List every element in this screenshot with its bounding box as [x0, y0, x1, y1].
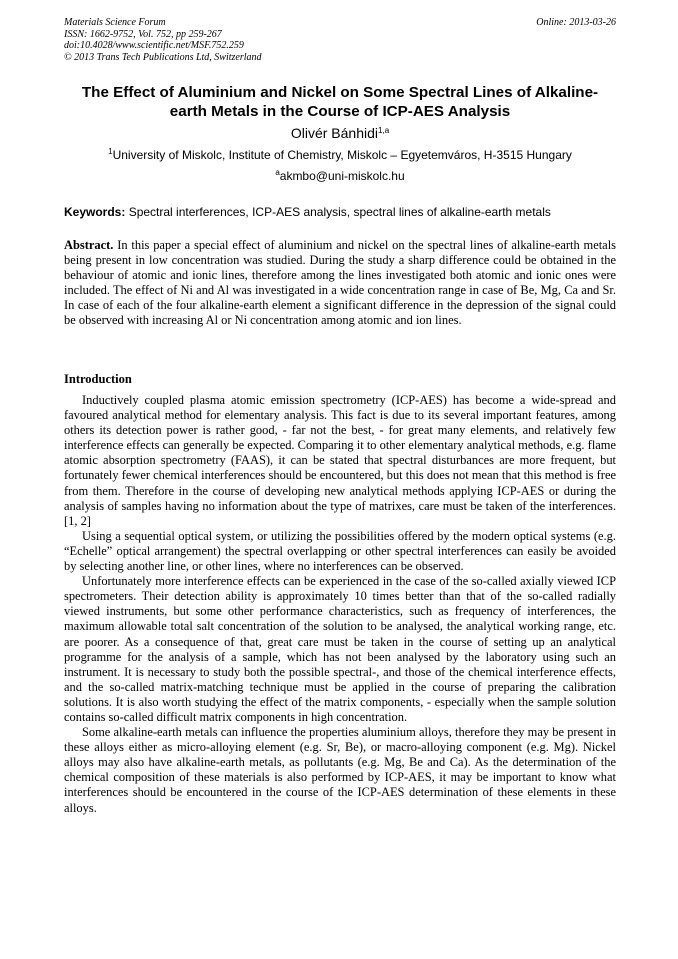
paper-title: The Effect of Aluminium and Nickel on Some Spectral Lines of Alkaline-earth Metals in the Course of ICP-AES Analysis	[81, 84, 599, 120]
author-superscript: 1,a	[378, 126, 390, 135]
intro-paragraph: Unfortunately more interference effects can be experienced in the case of the so-called axially viewed ICP spectrometers. Their detection ability is approximately 10 times better than that of the so-called radially viewed instruments, but some other performance characteristics, such as frequency of interferences, the maximum allowable total salt concentration of the solution to be analysed, the analytical working range, etc. are poorer. As a consequence of that, great care must be taken in the course of setting up an analytical programme for the analysis of a sample, which has not been analysed by the laboratory using such an instrument. It is necessary to study both the possible spectral-, and those of the chemical interference effects, and the so-called matrix-matching technique must be applied in the course of preparing the calibration solutions. It is also worth studying the effect of the matrix components, - especially when the sample solution contains so-called difficult matrix components in high concentration.	[64, 574, 616, 724]
keywords-text: Spectral interferences, ICP-AES analysis, spectral lines of alkaline-earth metals	[128, 205, 551, 219]
online-date: Online: 2013-03-26	[536, 17, 616, 28]
introduction-heading: Introduction	[64, 372, 132, 386]
abstract	[64, 238, 616, 329]
copyright-line: © 2013 Trans Tech Publications Ltd, Switzerland	[64, 51, 262, 63]
intro-paragraph: Some alkaline-earth metals can influence the properties aluminium alloys, therefore they may be present in these alloys either as micro-alloying element (e.g. Sr, Be), or macro-alloying component (e.g. Mg). Nickel alloys may also have alkaline-earth metals, as pollutants (e.g. Mg, Be and Ca). As the determination of the chemical composition of these materials is also performed by ICP-AES, it may be important to know what interferences should be encountered in the course of the ICP-AES determination of these elements in these alloys.	[64, 725, 616, 815]
affiliation-superscript: 1	[108, 147, 113, 156]
affiliation-line	[64, 148, 616, 163]
keywords	[64, 205, 616, 220]
doi-line: doi:10.4028/www.scientific.net/MSF.752.259	[64, 40, 244, 51]
introduction-body	[64, 393, 616, 816]
issn-line: ISSN: 1662-9752, Vol. 752, pp 259-267	[64, 28, 222, 40]
author-line	[64, 124, 616, 142]
intro-paragraph: Inductively coupled plasma atomic emission spectrometry (ICP-AES) has become a wide-spread and favoured analytical method for elementary analysis. This fact is due to its several important features, among others its detection power is rather good, - far not the best, - for great many elements, and relatively few interference effects can generally be expected. Comparing it to other elementary analytical methods, e.g. flame atomic absorption spectrometry (FAAS), it can be stated that spectral disturbances are more frequent, but fortunately fewer chemical interferences should be encountered, but this does not mean that this method is free from them. Therefore in the course of developing new analytical methods applying ICP-AES or during the analysis of samples having no information about the type of matrixes, care must be taken of the interferences. [1, 2]	[64, 393, 616, 528]
page-header	[64, 17, 616, 63]
journal-name: Materials Science Forum	[64, 17, 166, 28]
intro-paragraph: Using a sequential optical system, or utilizing the possibilities offered by the modern optical systems (e.g. “Echelle” optical arrangement) the spectral overlapping or other spectral interferences can easily be avoided by selecting another line, or other lines, where no interferences can be observed.	[64, 528, 616, 574]
abstract-label: Abstract.	[64, 238, 114, 252]
author-name: Olivér Bánhidi	[290, 125, 379, 141]
abstract-text: In this paper a special effect of aluminium and nickel on the spectral lines of alkaline-earth metals being present in low concentration was studied. During the study a sharp difference could be obtained in the behaviour of atomic and ionic lines, therefore among the lines investigated both atomic and ionic ones were included. The effect of Ni and Al was investigated in a wide concentration range in case of Be, Mg, Ca and Sr. In case of each of the four alkaline-earth element a significant difference in the depression of the signal could be observed with increasing Al or Ni concentration among atomic and ion lines.	[64, 238, 616, 328]
email-address[interactable]: akmbo@uni-miskolc.hu	[279, 169, 405, 183]
affiliation-text: University of Miskolc, Institute of Chemistry, Miskolc – Egyetemváros, H-3515 Hungary	[112, 148, 572, 162]
keywords-label: Keywords:	[64, 205, 126, 219]
email-line	[64, 169, 616, 184]
email-superscript: a	[275, 168, 280, 177]
